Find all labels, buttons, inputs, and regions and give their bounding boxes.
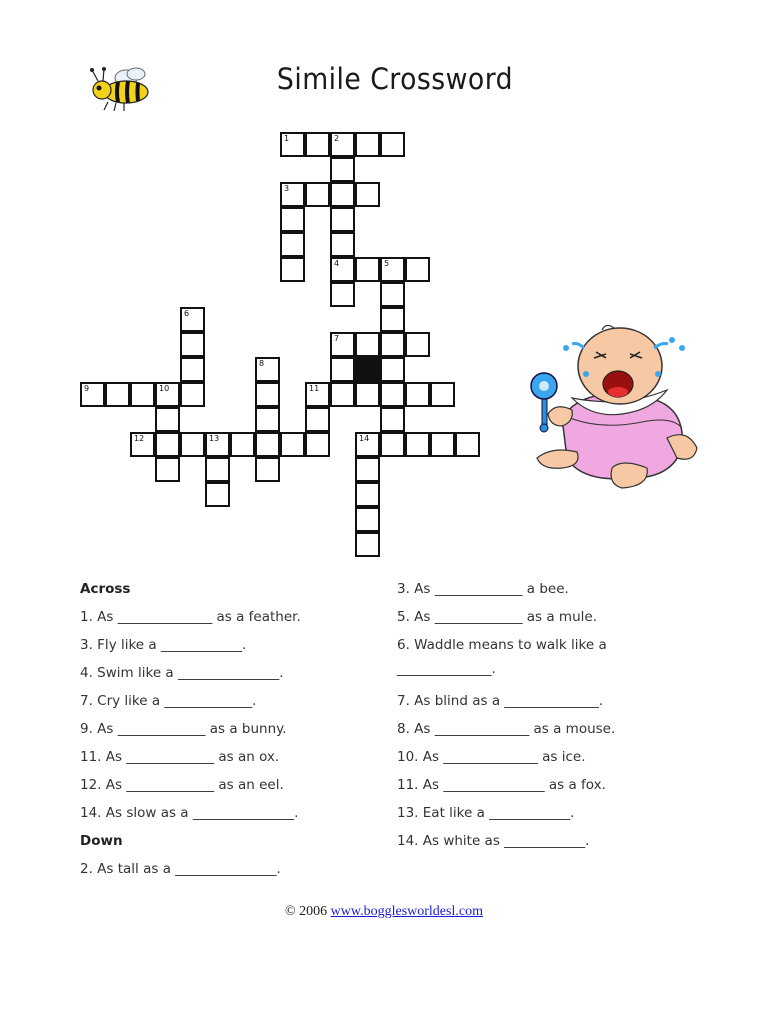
crossword-cell[interactable]: [180, 332, 205, 357]
crossword-cell[interactable]: [330, 382, 355, 407]
crossword-cell[interactable]: [280, 232, 305, 257]
crossword-cell[interactable]: [355, 257, 380, 282]
across-clue-9: 9. As _____________ as a bunny.: [80, 721, 287, 737]
crossword-cell[interactable]: [405, 332, 430, 357]
across-clue-11: 11. As _____________ as an ox.: [80, 749, 280, 765]
crossword-cell[interactable]: [330, 132, 355, 157]
crossword-cell[interactable]: [355, 132, 380, 157]
crossword-cell[interactable]: [330, 182, 355, 207]
down-clue-8: 8. As ______________ as a mouse.: [397, 721, 616, 737]
cell-number: 12: [134, 434, 145, 443]
crossword-cell[interactable]: [130, 432, 155, 457]
crossword-cell[interactable]: [305, 382, 330, 407]
crossword-cell[interactable]: [130, 382, 155, 407]
down-clue-10: 10. As ______________ as ice.: [397, 749, 586, 765]
crossword-cell[interactable]: [280, 207, 305, 232]
cell-number: 14: [359, 434, 370, 443]
cell-number: 7: [334, 334, 340, 343]
across-clue-4: 4. Swim like a _______________.: [80, 665, 284, 681]
crossword-cell[interactable]: [430, 432, 455, 457]
crossword-cell[interactable]: [180, 307, 205, 332]
cell-number: 6: [184, 309, 190, 318]
cell-number: 1: [284, 134, 290, 143]
crossword-cell[interactable]: [305, 407, 330, 432]
across-clue-3: 3. Fly like a ____________.: [80, 637, 247, 653]
crossword-cell[interactable]: [380, 282, 405, 307]
across-clue-14: 14. As slow as a _______________.: [80, 805, 299, 821]
crossword-cell[interactable]: [155, 382, 180, 407]
crossword-cell[interactable]: [380, 332, 405, 357]
down-clue-7: 7. As blind as a ______________.: [397, 693, 604, 709]
crossword-cell[interactable]: [380, 407, 405, 432]
crossword-cell[interactable]: [380, 382, 405, 407]
crossword-cell[interactable]: [105, 382, 130, 407]
copyright-text: © 2006: [285, 904, 331, 919]
crossword-cell[interactable]: [255, 357, 280, 382]
cell-number: 9: [84, 384, 90, 393]
crying-baby-illustration: [522, 318, 702, 493]
crossword-cell[interactable]: [205, 457, 230, 482]
crossword-cell[interactable]: [355, 382, 380, 407]
crossword-cell[interactable]: [380, 432, 405, 457]
cell-number: 4: [334, 259, 340, 268]
crossword-cell[interactable]: [330, 207, 355, 232]
footer: [0, 904, 768, 920]
down-clue-6-continued: ______________.: [397, 661, 496, 677]
crossword-cell[interactable]: [380, 357, 405, 382]
crossword-cell[interactable]: [355, 482, 380, 507]
crossword-cell[interactable]: [255, 382, 280, 407]
crossword-cell[interactable]: [330, 282, 355, 307]
cell-number: 11: [309, 384, 320, 393]
crossword-cell[interactable]: [280, 432, 305, 457]
down-clue-2: 2. As tall as a _______________.: [80, 861, 281, 877]
crossword-cell[interactable]: [355, 457, 380, 482]
down-clue-3: 3. As _____________ a bee.: [397, 581, 569, 597]
across-clue-7: 7. Cry like a _____________.: [80, 693, 257, 709]
page-title: Simile Crossword: [276, 62, 514, 96]
crossword-cell[interactable]: [355, 507, 380, 532]
clues-left-column: [80, 575, 301, 883]
across-clue-1: 1. As ______________ as a feather.: [80, 609, 301, 625]
crossword-cell[interactable]: [205, 482, 230, 507]
across-clue-12: 12. As _____________ as an eel.: [80, 777, 284, 793]
crossword-cell[interactable]: [180, 357, 205, 382]
crossword-cell[interactable]: [305, 182, 330, 207]
cell-number: 3: [284, 184, 290, 193]
crossword-cell[interactable]: [405, 432, 430, 457]
crossword-cell[interactable]: [380, 132, 405, 157]
clues-right-column: [397, 575, 615, 855]
crossword-cell[interactable]: [355, 432, 380, 457]
crossword-cell[interactable]: [80, 382, 105, 407]
down-clue-5: 5. As _____________ as a mule.: [397, 609, 597, 625]
crossword-cell[interactable]: [405, 257, 430, 282]
crossword-cell[interactable]: [155, 432, 180, 457]
crossword-cell[interactable]: [355, 332, 380, 357]
crossword-cell[interactable]: [280, 132, 305, 157]
down-clue-11: 11. As _______________ as a fox.: [397, 777, 606, 793]
crossword-cell[interactable]: [405, 382, 430, 407]
crossword-cell[interactable]: [155, 457, 180, 482]
black-square: [355, 357, 380, 382]
crossword-cell[interactable]: [280, 182, 305, 207]
website-link[interactable]: www.bogglesworldesl.com: [330, 904, 483, 919]
crossword-cell[interactable]: [330, 157, 355, 182]
crossword-cell[interactable]: [430, 382, 455, 407]
down-clue-13: 13. Eat like a ____________.: [397, 805, 575, 821]
down-clue-14: 14. As white as ____________.: [397, 833, 590, 849]
down-clue-6: 6. Waddle means to walk like a: [397, 637, 607, 653]
cell-number: 5: [384, 259, 390, 268]
crossword-cell[interactable]: [330, 332, 355, 357]
crossword-cell[interactable]: [230, 432, 255, 457]
crossword-cell[interactable]: [255, 457, 280, 482]
crossword-cell[interactable]: [155, 407, 180, 432]
crossword-cell[interactable]: [280, 257, 305, 282]
down-heading: Down: [80, 833, 123, 849]
across-heading: Across: [80, 581, 131, 597]
crossword-cell[interactable]: [380, 257, 405, 282]
crossword-cell[interactable]: [330, 257, 355, 282]
crossword-cell[interactable]: [455, 432, 480, 457]
cell-number: 8: [259, 359, 265, 368]
crossword-cell[interactable]: [330, 232, 355, 257]
crossword-cell[interactable]: [355, 532, 380, 557]
crossword-cell[interactable]: [305, 132, 330, 157]
crossword-cell[interactable]: [255, 432, 280, 457]
crossword-cell[interactable]: [255, 407, 280, 432]
cell-number: 13: [209, 434, 220, 443]
crossword-cell[interactable]: [180, 382, 205, 407]
cell-number: 10: [159, 384, 170, 393]
crossword-cell[interactable]: [305, 432, 330, 457]
cell-number: 2: [334, 134, 340, 143]
crossword-cell[interactable]: [355, 182, 380, 207]
crossword-cell[interactable]: [330, 357, 355, 382]
crossword-cell[interactable]: [380, 307, 405, 332]
crossword-cell[interactable]: [205, 432, 230, 457]
crossword-cell[interactable]: [180, 432, 205, 457]
